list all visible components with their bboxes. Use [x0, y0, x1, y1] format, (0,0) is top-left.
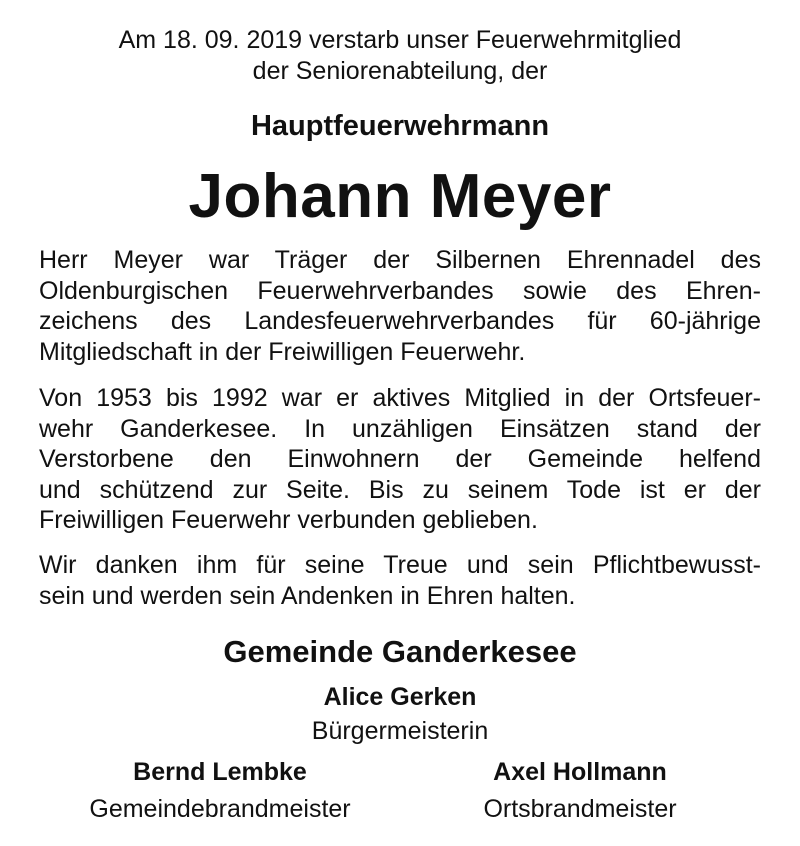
- deceased-name: Johann Meyer: [188, 162, 612, 231]
- paragraph-line: und schützend zur Seite. Bis zu seinem Tode ist er der: [39, 475, 761, 504]
- paragraph-line: Mitgliedschaft in der Freiwilligen Feuerwehr.: [39, 337, 526, 366]
- paragraph-line: Oldenburgischen Feuerwehrverbandes sowie des Ehren-: [39, 276, 761, 305]
- paragraph-line: zeichens des Landesfeuerwehrverbandes für 60-jährige: [39, 307, 761, 335]
- intro-line-1: Am 18. 09. 2019 verstarb unser Feuerwehrmitglied: [118, 26, 682, 54]
- paragraph-line: Von 1953 bis 1992 war er aktives Mitglied in der Ortsfeuer-: [39, 384, 761, 412]
- paragraph-thanks: [39, 550, 761, 611]
- paragraph-line: Wir danken ihm für seine Treue und sein Pflichtbewusst-: [39, 551, 761, 579]
- signatory-role: Gemeindebrandmeister: [89, 795, 351, 823]
- intro-text: [0, 25, 800, 87]
- paragraph-line: Freiwilligen Feuerwehr verbunden geblieben.: [39, 506, 538, 534]
- signatory-name: Alice Gerken: [323, 683, 477, 711]
- signatory-name: Axel Hollmann: [493, 758, 667, 786]
- paragraph-line: wehr Ganderkesee. In unzähligen Einsätzen stand der: [39, 414, 761, 443]
- rank-title: Hauptfeuerwehrmann: [250, 110, 550, 142]
- signatory-role: Bürgermeisterin: [311, 717, 489, 745]
- signatory-role: Ortsbrandmeister: [483, 795, 677, 823]
- signatory-name: Bernd Lembke: [133, 758, 307, 786]
- paragraph-honors: [39, 245, 761, 367]
- paragraph-service: [39, 383, 761, 536]
- organization-name: Gemeinde Ganderkesee: [223, 634, 577, 669]
- intro-line-2: der Seniorenabteilung, der: [252, 57, 548, 85]
- paragraph-line: sein und werden sein Andenken in Ehren halten.: [39, 581, 576, 610]
- paragraph-line: Herr Meyer war Träger der Silbernen Ehrennadel des: [39, 246, 761, 274]
- paragraph-line: Verstorbene den Einwohnern der Gemeinde helfend: [39, 445, 761, 473]
